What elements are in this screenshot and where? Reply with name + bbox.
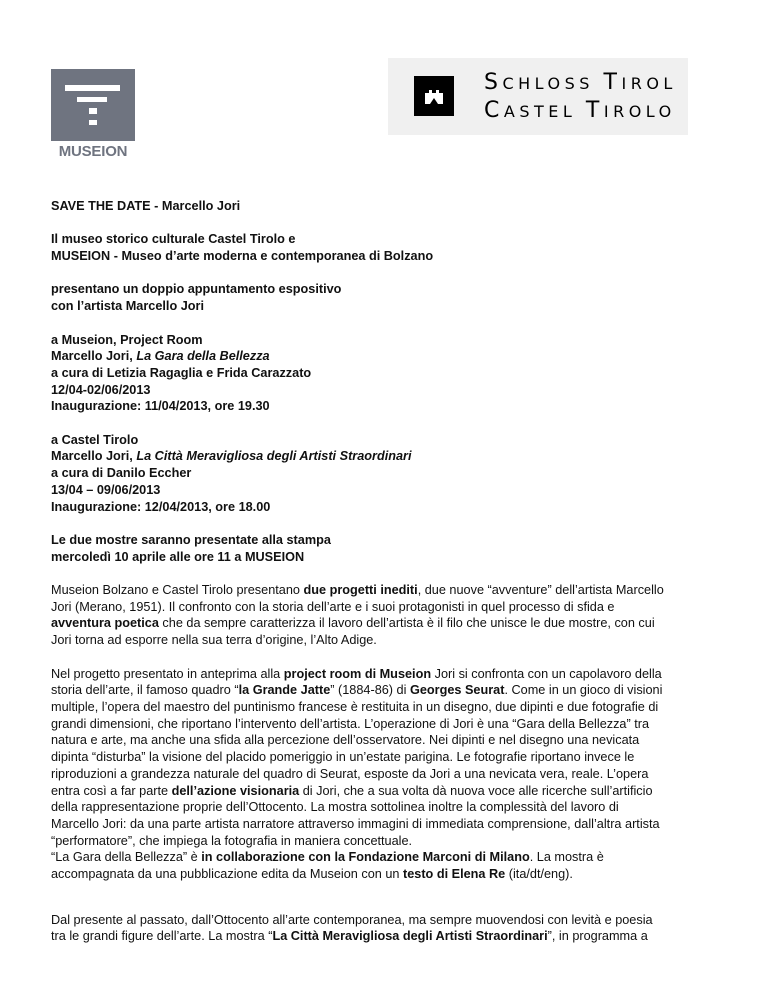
exhibition-title-line: [51, 348, 721, 365]
paragraph-line: [51, 783, 721, 800]
text-run: ”, in programma a: [547, 929, 648, 944]
paragraph-line: [51, 682, 721, 699]
text-run: , due nuove “avventure” dell’artista Marcello: [417, 583, 664, 598]
paragraph-line: [51, 615, 721, 632]
body-paragraph: [51, 666, 721, 883]
text-run: riproduzioni a grandezza naturale del quadro di Seurat, esposte da Jori a una nevicata vera, reale. L’opera: [51, 766, 649, 781]
emphasis-text: in collaborazione con la Fondazione Marconi di Milano: [201, 850, 530, 865]
exhibition-opening: Inaugurazione: 12/04/2013, ore 18.00: [51, 499, 271, 514]
press-line: mercoledì 10 aprile alle ore 11 a MUSEION: [51, 549, 305, 564]
heading-line: presentano un doppio appuntamento espositivo: [51, 282, 342, 297]
text-run: . La mostra è: [529, 850, 604, 865]
heading-line: Il museo storico culturale Castel Tirolo e: [51, 232, 296, 247]
paragraph-line: [51, 632, 721, 649]
heading-block: [51, 231, 721, 264]
exhibition-artist: Marcello Jori,: [51, 349, 137, 364]
paragraph-line: [51, 766, 721, 783]
exhibition-block: [51, 432, 721, 516]
paragraph-line: [51, 799, 721, 816]
emphasis-text: due progetti inediti: [303, 583, 418, 598]
text-run: grandi dimensioni, che riportano l’intervento dell’artista. L’operazione di Jori è una “Gara della Bellezza” tra: [51, 716, 650, 731]
paragraph-line: [51, 849, 721, 866]
exhibition-dates: 12/04-02/06/2013: [51, 382, 151, 397]
text-run: tra le grandi figure dell’arte. La mostra “: [51, 929, 273, 944]
emphasis-text: la Grande Jatte: [238, 683, 331, 698]
museion-emblem-icon: [51, 69, 135, 141]
exhibition-block: [51, 332, 721, 416]
paragraph-line: [51, 928, 721, 945]
exhibition-venue: a Museion, Project Room: [51, 332, 203, 347]
press-announcement: [51, 532, 721, 565]
emphasis-text: project room di Museion: [283, 666, 432, 681]
museion-wordmark: MUSEION: [58, 143, 128, 160]
text-run: “La Gara della Bellezza” è: [51, 850, 202, 865]
text-run: “performatore”, che impiega la fotografia in maniera concettuale.: [51, 833, 413, 848]
text-run: Museion Bolzano e Castel Tirolo presentano: [51, 583, 304, 598]
text-run: Marcello Jori: da una parte artista narratore attraverso immagini di immediata comprensione, dall’altra artista: [51, 816, 660, 831]
press-line: Le due mostre saranno presentate alla stampa: [51, 532, 331, 547]
emphasis-text: testo di Elena Re: [402, 867, 506, 882]
emphasis-text: dell’azione visionaria: [171, 783, 300, 798]
paragraph-line: [51, 816, 721, 833]
paragraph-line: [51, 833, 721, 850]
exhibition-opening: Inaugurazione: 11/04/2013, ore 19.30: [51, 399, 270, 414]
paragraph-line: [51, 599, 721, 616]
text-run: ” (1884-86) di: [330, 683, 410, 698]
paragraph-line: [51, 866, 721, 883]
text-run: che da sempre caratterizza il lavoro dell’artista è il filo che unisce le due mostre, con cui: [158, 616, 655, 631]
emphasis-text: avventura poetica: [51, 616, 159, 631]
museion-logo: [51, 69, 135, 163]
paragraph-line: [51, 912, 721, 929]
exhibition-venue: a Castel Tirolo: [51, 432, 139, 447]
exhibition-title: La Gara della Bellezza: [136, 349, 270, 364]
body-paragraph: [51, 912, 721, 945]
text-run: entra così a far parte: [51, 783, 172, 798]
emphasis-text: La Città Meravigliosa degli Artisti Straordinari: [272, 929, 548, 944]
paragraph-line: [51, 582, 721, 599]
text-run: Nel progetto presentato in anteprima alla: [51, 666, 284, 681]
paragraph-line: [51, 699, 721, 716]
exhibition-curators: a cura di Letizia Ragaglia e Frida Carazzato: [51, 365, 312, 380]
exhibition-artist: Marcello Jori,: [51, 449, 137, 464]
heading-block: [51, 281, 721, 314]
press-release-body: [51, 198, 721, 962]
exhibition-curators: a cura di Danilo Eccher: [51, 466, 192, 481]
exhibition-dates: 13/04 – 09/06/2013: [51, 482, 161, 497]
exhibition-title: La Città Meravigliosa degli Artisti Straordinari: [136, 449, 412, 464]
paragraph-line: [51, 749, 721, 766]
text-run: della rappresentazione proprie dell’Ottocento. La mostra sottolinea inoltre la complessità del lavoro di: [51, 800, 619, 815]
text-run: Jori torna ad esporre nella sua terra d’origine, l’Alto Adige.: [51, 633, 377, 648]
paragraph-line: [51, 716, 721, 733]
heading-line: SAVE THE DATE - Marcello Jori: [51, 199, 241, 213]
paragraph-line: [51, 666, 721, 683]
text-run: accompagnata da una pubblicazione edita da Museion con un: [51, 867, 403, 882]
save-the-date-heading: [51, 198, 721, 215]
text-run: multiple, l’opera del maestro del puntinismo francese è restituita in un disegno, due dipinti e due fotografie di: [51, 699, 659, 714]
text-run: storia dell’arte, il famoso quadro “: [51, 683, 239, 698]
text-run: Jori si confronta con un capolavoro della: [431, 666, 662, 681]
text-run: di Jori, che a sua volta dà nuova voce alle ricerche sull’artificio: [299, 783, 653, 798]
paragraph-line: [51, 732, 721, 749]
exhibition-title-line: [51, 448, 721, 465]
schloss-tirol-logo: [388, 58, 688, 135]
body-paragraph: [51, 582, 721, 649]
text-run: natura e arte, ma anche una sfida alla percezione dell’osservatore. Nei dipinti e nel disegno una nevicata: [51, 733, 640, 748]
museion-emblem: [51, 69, 135, 141]
text-run: dipinta “disturba” la visione del placido pomeriggio in un’estate parigina. Le fotografie riportano invece le: [51, 750, 635, 765]
text-run: Dal presente al passato, dall’Ottocento all’arte contemporanea, ma sempre muovendosi con levità e poesia: [51, 912, 653, 927]
heading-line: con l’artista Marcello Jori: [51, 299, 205, 314]
heading-line: MUSEION - Museo d’arte moderna e contemporanea di Bolzano: [51, 249, 434, 264]
emphasis-text: Georges Seurat: [409, 683, 505, 698]
castle-emblem-icon: [414, 76, 454, 116]
tirol-wordmark-line2: CASTEL TIROLO: [484, 98, 676, 123]
tirol-wordmark-line1: SCHLOSS TIROL: [484, 70, 677, 95]
text-run: (ita/dt/eng).: [505, 867, 573, 882]
text-run: Jori (Merano, 1951). Il confronto con la storia dell’arte e i suoi protagonisti in quel processo di sfida e: [51, 599, 615, 614]
text-run: . Come in un gioco di visioni: [504, 683, 663, 698]
